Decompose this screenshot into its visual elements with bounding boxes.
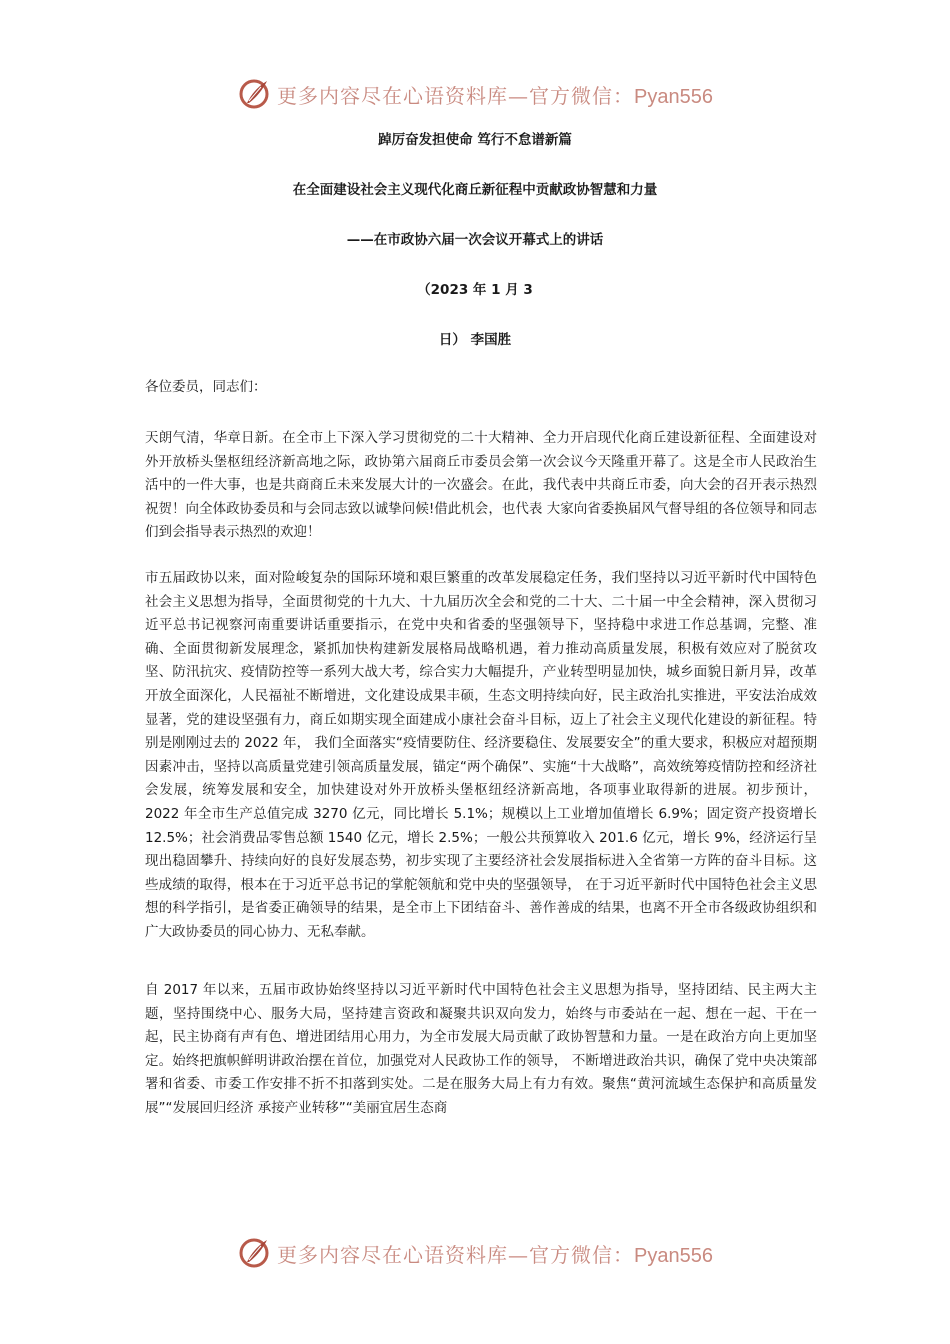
salutation: 各位委员，同志们：	[145, 379, 267, 395]
watermark-label-footer: 更多内容尽在心语资料库—官方微信：	[277, 1242, 635, 1267]
document-date: （2023 年 1 月 3	[417, 282, 533, 298]
watermark-text	[277, 80, 713, 109]
watermark-header	[0, 74, 950, 114]
paragraph-2: 市五届政协以来，面对险峻复杂的国际环境和艰巨繁重的改革发展稳定任务，我们坚持以习近平新时代中国特色社会主义思想为指导，全面贯彻党的十九大、十九届历次全会和党的二十大、二十届一中全会精神，深入贯彻习近平总书记视察河南重要讲话重要指示，在党中央和省委的坚强领导下，坚持稳中求进工作总基调，完整、准确、全面贯彻新发展理念，紧抓加快构建新发展格局战略机遇，着力推动高质量发展，积极有效应对了脱贫攻坚、防汛抗灾、疫情防控等一系列大战大考，综合实力大幅提升，产业转型明显加快，城乡面貌日新月异，改革开放全面深化，人民福祉不断增进，文化建设成果丰硕，生态文明持续向好，民主政治扎实推进，平安法治成效显著，党的建设坚强有力，商丘如期实现全面建成小康社会奋斗目标，迈上了社会主义现代化建设的新征程。特别是刚刚过去的 2022 年， 我们全面落实“疫情要防住、经济要稳住、发展要安全”的重大要求，积极应对超预期因素冲击，坚持以高质量党建引领高质量发展，锚定“两个确保”、实施“十大战略”，高效统筹疫情防控和经济社会发展，统筹发展和安全，加快建设对外开放桥头堡枢纽经济新高地，各项事业取得新的进展。初步预计， 2022 年全市生产总值完成 3270 亿元，同比增长 5.1%；规模以上工业增加值增长 6.9%；固定资产投资增长 12.5%；社会消费品零售总额 1540 亿元，增长 2.5%；一般公共预算收入 201.6 亿元，增长 9%，经济运行呈现出稳固攀升、持续向好的良好发展态势，初步实现了主要经济社会发展指标进入全省第一方阵的奋斗目标。这些成绩的取得，根本在于习近平总书记的掌舵领航和党中央的坚强领导， 在于习近平新时代中国特色社会主义思想的科学指引，是省委正确领导的结果，是全市上下团结奋斗、善作善成的结果，也离不开全市各级政协组织和广大政协委员的同心协力、无私奉献。	[145, 570, 817, 940]
document-date-speaker: 日） 李国胜	[438, 332, 512, 348]
watermark-label: 更多内容尽在心语资料库—官方微信：	[277, 83, 635, 108]
feather-circle-logo-icon	[237, 1236, 271, 1270]
watermark-wechat-id: Pyan556	[634, 85, 713, 108]
feather-circle-logo-icon	[237, 77, 271, 111]
paragraph-1: 天朗气清，华章日新。在全市上下深入学习贯彻党的二十大精神、全力开启现代化商丘建设新征程、全面建设对外开放桥头堡枢纽经济新高地之际，政协第六届商丘市委员会第一次会议今天隆重开幕了。这是全市人民政治生活中的一件大事，也是共商商丘未来发展大计的一次盛会。在此，我代表中共商丘市委，向大会的召开表示热烈祝贺！向全体政协委员和与会同志致以诚挚问候!借此机会，也代表 大家向省委换届风气督导组的各位领导和同志们到会指导表示热烈的欢迎！	[145, 430, 817, 541]
document-main-title: 踔厉奋发担使命 笃行不怠谱新篇	[378, 132, 572, 148]
document-occasion: ——在市政协六届一次会议开幕式上的讲话	[346, 232, 604, 248]
document-subtitle: 在全面建设社会主义现代化商丘新征程中贡献政协智慧和力量	[292, 182, 658, 198]
paragraph-3: 自 2017 年以来，五届市政协始终坚持以习近平新时代中国特色社会主义思想为指导，坚持团结、民主两大主题，坚持围绕中心、服务大局，坚持建言资政和凝聚共识双向发力，始终与市委站在一起、想在一起、干在一起，民主协商有声有色、增进团结用心用力，为全市发展大局贡献了政协智慧和力量。一是在政治方向上更加坚定。始终把旗帜鲜明讲政治摆在首位，加强党对人民政协工作的领导， 不断增进政治共识，确保了党中央决策部署和省委、市委工作安排不折不扣落到实处。二是在服务大局上有力有效。聚焦“黄河流域生态保护和高质量发展”“发展回归经济 承接产业转移”“美丽宜居生态商	[145, 982, 817, 1116]
watermark-footer	[0, 1233, 950, 1273]
watermark-wechat-id-footer: Pyan556	[634, 1244, 713, 1267]
watermark-text-footer	[277, 1239, 713, 1268]
